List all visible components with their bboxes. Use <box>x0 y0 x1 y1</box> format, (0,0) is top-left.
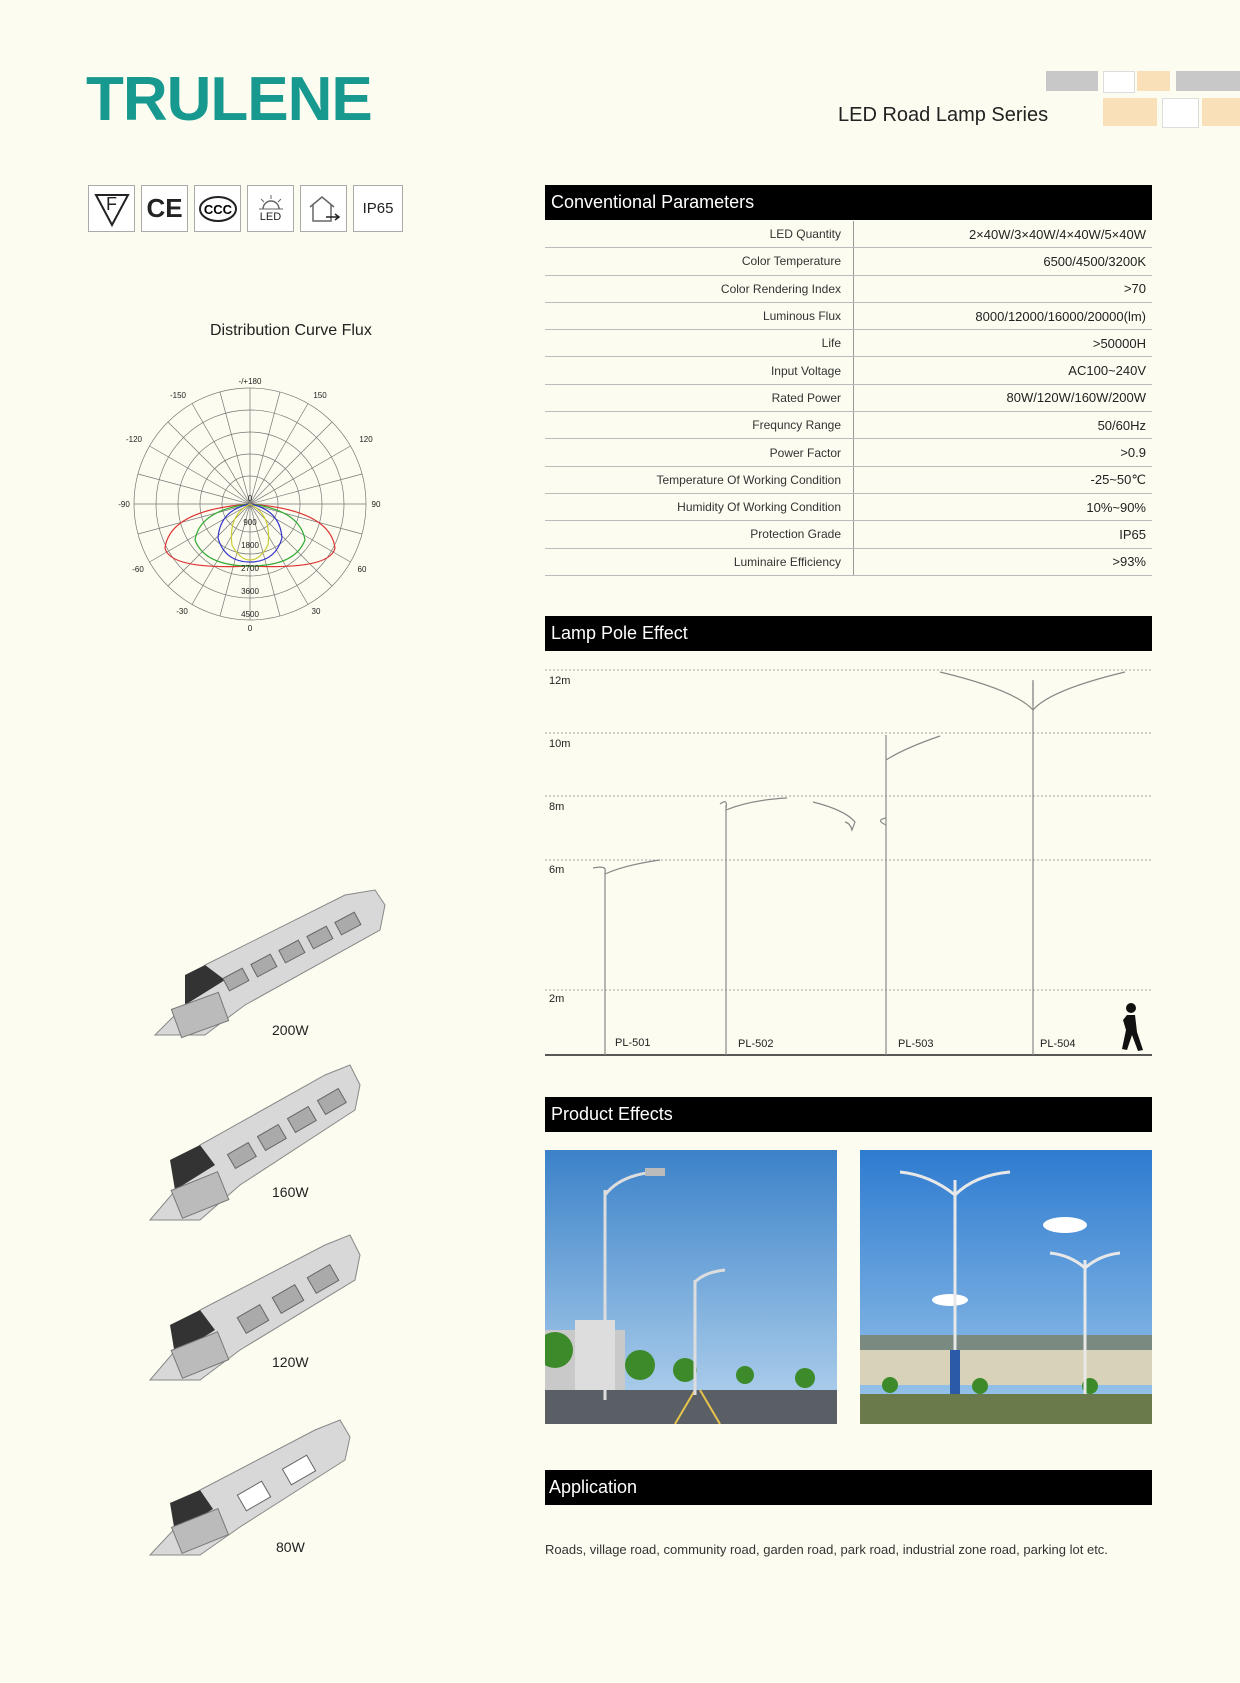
angle-label: -30 <box>176 607 188 616</box>
ip65-icon: IP65 <box>353 185 403 232</box>
distribution-title: Distribution Curve Flux <box>210 322 372 339</box>
height-label: 8m <box>549 801 565 813</box>
radial-label: 0 <box>247 494 253 503</box>
param-value: IP65 <box>854 521 1153 548</box>
radial-label: 900 <box>243 518 257 527</box>
angle-label: 60 <box>357 565 367 574</box>
param-key: Input Voltage <box>545 357 854 384</box>
pole-height-diagram <box>545 660 1152 1060</box>
param-key: Protection Grade <box>545 521 854 548</box>
pole-model-label: PL-504 <box>1040 1038 1076 1050</box>
led-icon: LED <box>247 185 294 232</box>
radial-label: 1800 <box>241 541 259 550</box>
lamp-80w-image <box>145 1415 365 1565</box>
product-photo-road-double-arm <box>860 1150 1152 1424</box>
param-key: Frequncy Range <box>545 412 854 439</box>
table-row <box>545 275 1152 302</box>
table-row <box>545 248 1152 275</box>
table-row <box>545 384 1152 411</box>
angle-label: 150 <box>313 391 327 400</box>
param-value: -25~50℃ <box>854 466 1153 493</box>
table-row <box>545 493 1152 520</box>
radial-label: 3600 <box>241 587 259 596</box>
svg-text:CCC: CCC <box>203 201 232 217</box>
lamp-label: 120W <box>272 1354 309 1370</box>
lamp-label: 80W <box>276 1539 305 1555</box>
table-row <box>545 466 1152 493</box>
height-label: 6m <box>549 864 565 876</box>
height-label: 10m <box>549 738 571 750</box>
product-photo-road-single-arm <box>545 1150 837 1424</box>
angle-label: -120 <box>125 435 143 444</box>
lamp-200w-image <box>145 885 395 1055</box>
param-key: Color Temperature <box>545 248 854 275</box>
table-row <box>545 221 1152 248</box>
param-key: Rated Power <box>545 384 854 411</box>
ccc-mark-icon <box>194 185 241 232</box>
table-row <box>545 357 1152 384</box>
table-row <box>545 412 1152 439</box>
lamp-120w-image <box>145 1230 375 1390</box>
angle-label: 90 <box>371 500 381 509</box>
series-title: LED Road Lamp Series <box>838 104 1049 126</box>
application-text: Roads, village road, community road, garden road, park road, industrial zone road, parking lot etc. <box>545 1542 1108 1557</box>
height-label: 12m <box>549 675 571 687</box>
param-value: 80W/120W/160W/200W <box>854 384 1153 411</box>
brand-logo: TRULENE <box>86 65 372 134</box>
polar-distribution-chart <box>110 370 390 640</box>
pole-model-label: PL-502 <box>738 1038 774 1050</box>
radial-label: 4500 <box>241 610 259 619</box>
table-row <box>545 439 1152 466</box>
house-arrow-icon <box>300 185 347 232</box>
param-value: 8000/12000/16000/20000(lm) <box>854 302 1153 329</box>
param-value: AC100~240V <box>854 357 1153 384</box>
angle-label: -60 <box>132 565 144 574</box>
param-key: Temperature Of Working Condition <box>545 466 854 493</box>
angle-label: 120 <box>359 435 373 444</box>
angle-label: 0 <box>247 624 253 633</box>
param-value: 50/60Hz <box>854 412 1153 439</box>
param-key: LED Quantity <box>545 221 854 248</box>
param-key: Luminaire Efficiency <box>545 548 854 575</box>
param-value: >93% <box>854 548 1153 575</box>
table-row <box>545 330 1152 357</box>
param-key: Luminous Flux <box>545 302 854 329</box>
table-row <box>545 302 1152 329</box>
param-key: Life <box>545 330 854 357</box>
height-label: 2m <box>549 993 565 1005</box>
angle-label: 30 <box>311 607 321 616</box>
param-key: Humidity Of Working Condition <box>545 493 854 520</box>
lamp-label: 200W <box>272 1022 309 1038</box>
angle-label: -150 <box>169 391 187 400</box>
angle-label: -/+180 <box>238 377 262 386</box>
lamp-160w-image <box>145 1060 375 1230</box>
application-header: Application <box>545 1470 1152 1505</box>
table-row <box>545 548 1152 575</box>
f-mark-icon: F <box>88 185 135 232</box>
param-value: 10%~90% <box>854 493 1153 520</box>
param-key: Color Rendering Index <box>545 275 854 302</box>
ce-mark-icon: CE <box>141 185 188 232</box>
lamp-label: 160W <box>272 1184 309 1200</box>
params-table <box>545 221 1152 576</box>
pole-model-label: PL-501 <box>615 1037 651 1049</box>
param-value: >50000H <box>854 330 1153 357</box>
pedestrian-icon <box>1122 1003 1143 1051</box>
param-key: Power Factor <box>545 439 854 466</box>
param-value: 6500/4500/3200K <box>854 248 1153 275</box>
product-effects-header: Product Effects <box>545 1097 1152 1132</box>
pole-model-label: PL-503 <box>898 1038 934 1050</box>
angle-label: -90 <box>118 500 130 509</box>
table-row <box>545 521 1152 548</box>
pole-effect-header: Lamp Pole Effect <box>545 616 1152 651</box>
param-value: 2×40W/3×40W/4×40W/5×40W <box>854 221 1153 248</box>
params-header: Conventional Parameters <box>545 185 1152 220</box>
param-value: >0.9 <box>854 439 1153 466</box>
radial-label: 2700 <box>241 564 259 573</box>
param-value: >70 <box>854 275 1153 302</box>
